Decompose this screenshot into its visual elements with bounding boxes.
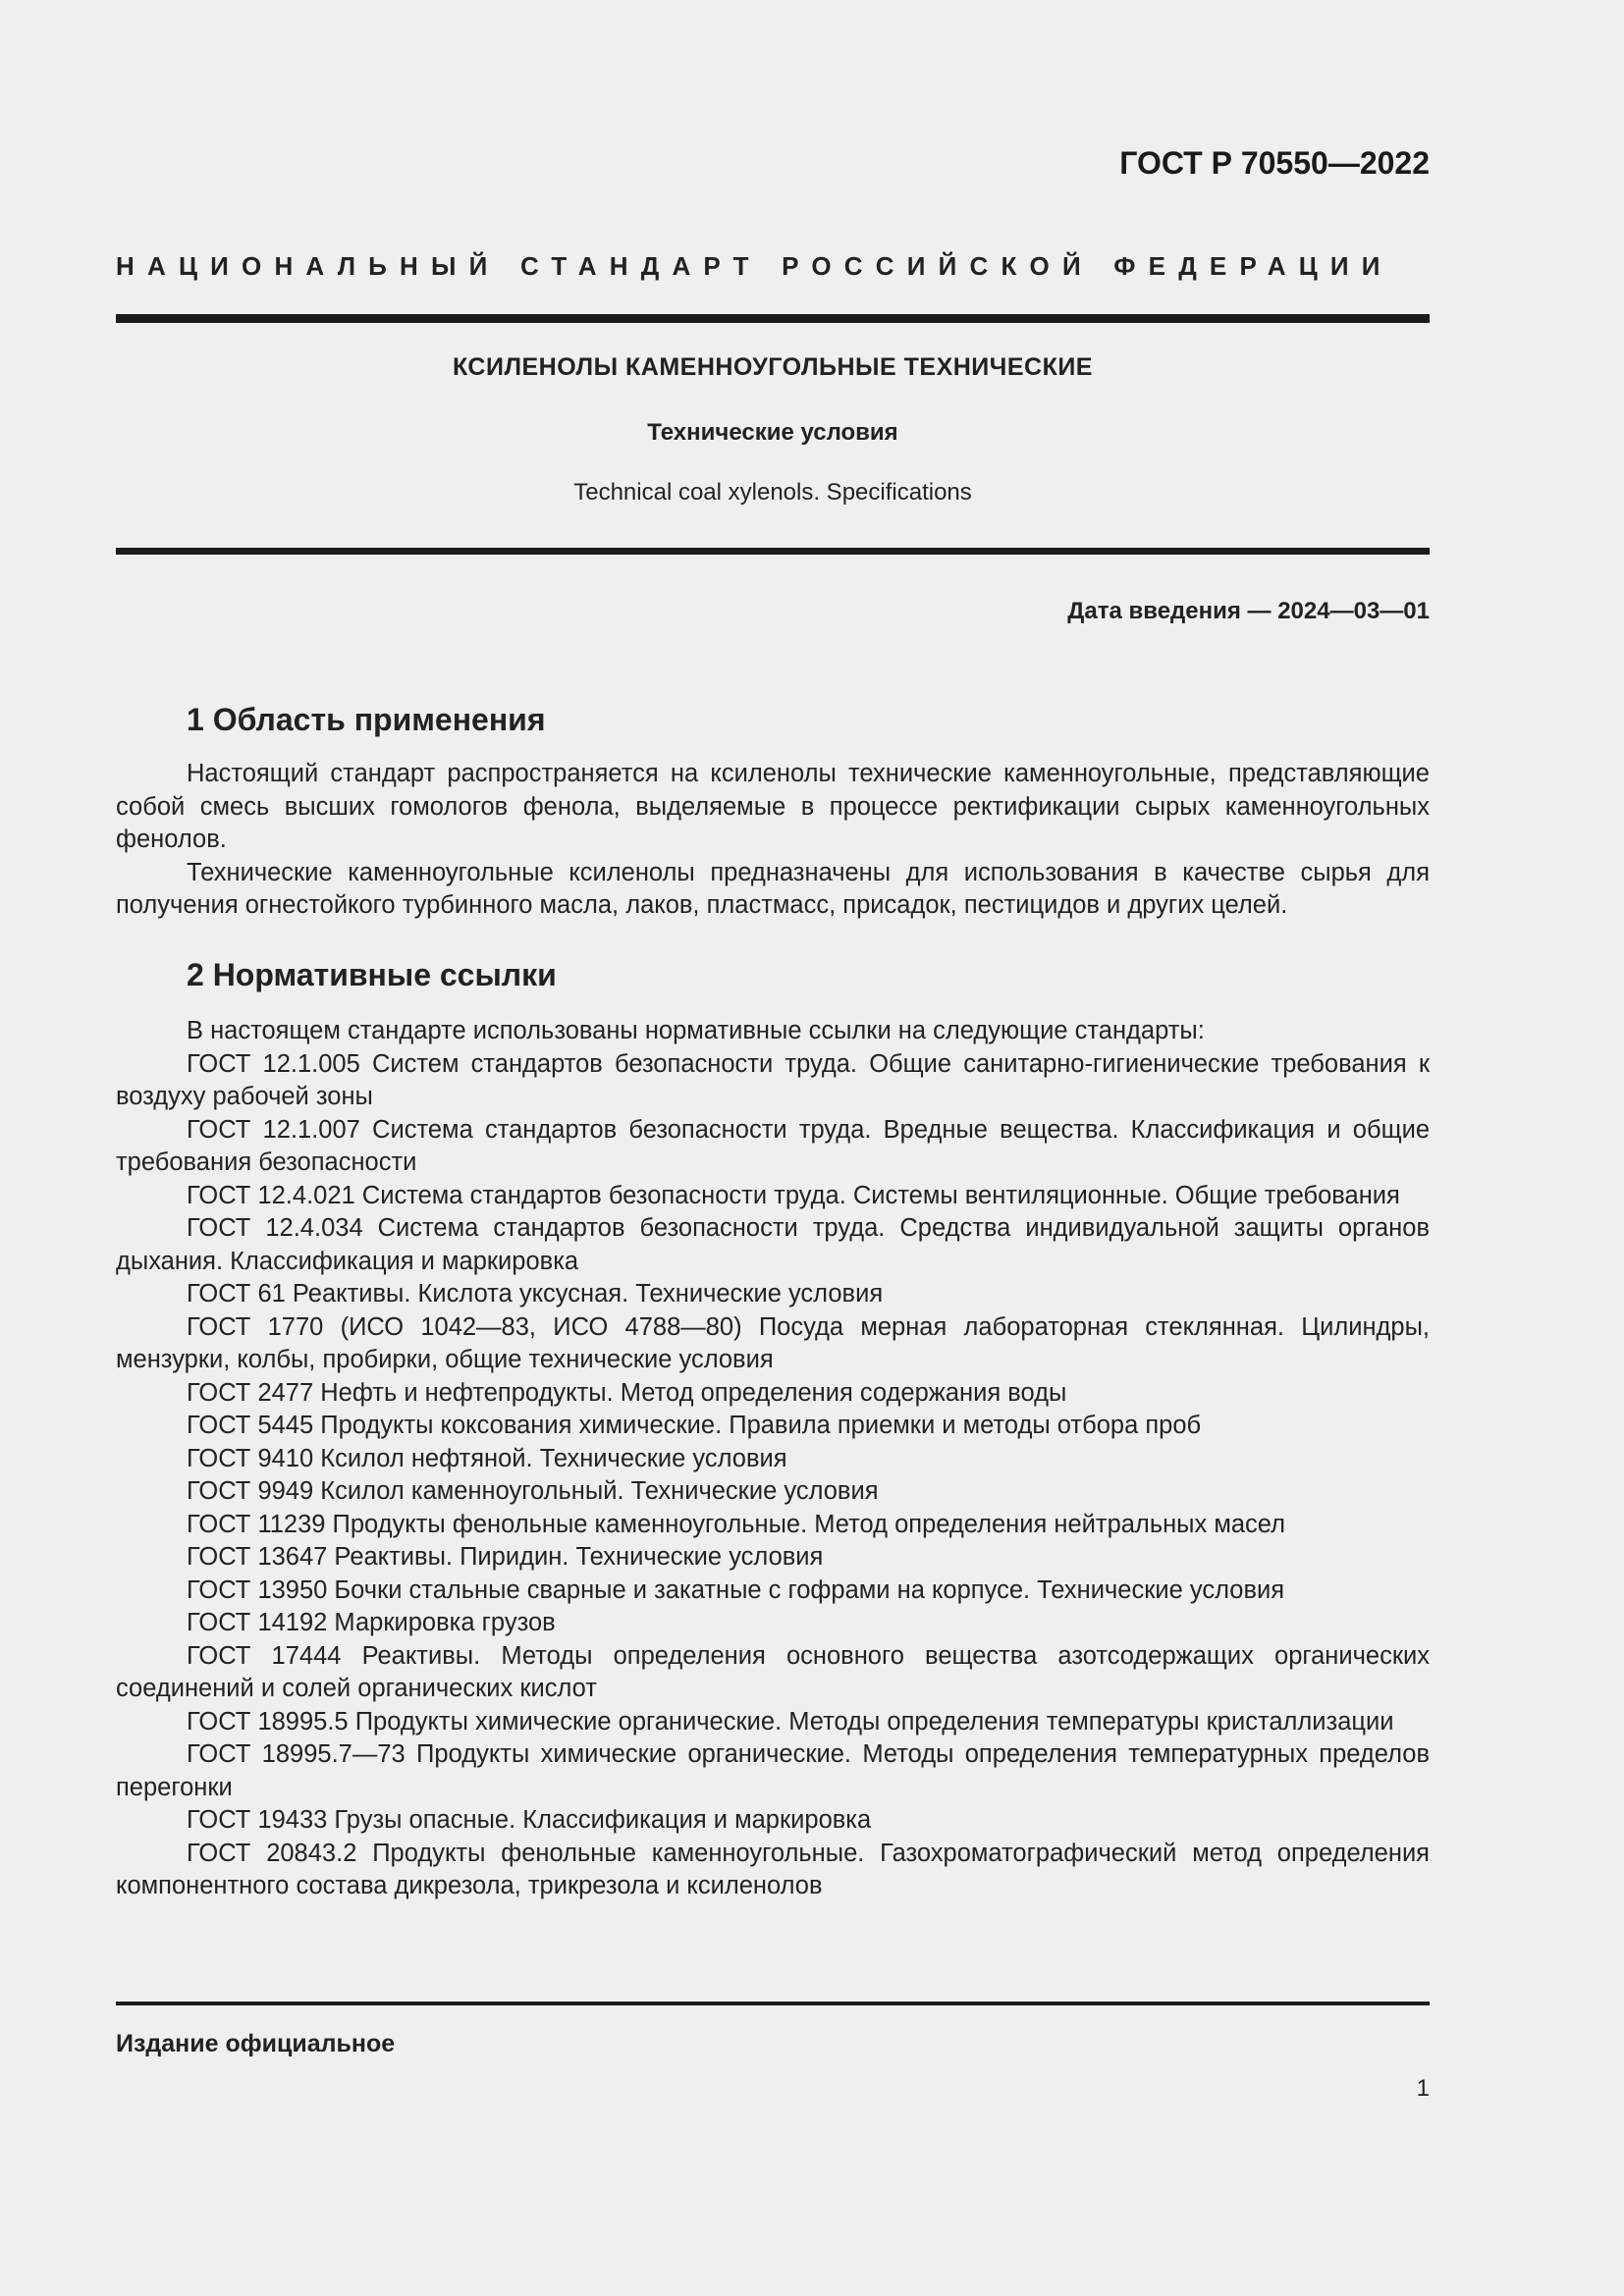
reference-item: ГОСТ 2477 Нефть и нефтепродукты. Метод определения содержания воды bbox=[187, 1378, 1067, 1407]
reference-item: ГОСТ 61 Реактивы. Кислота уксусная. Технические условия bbox=[187, 1280, 884, 1308]
footer-rule bbox=[116, 2002, 1430, 2005]
reference-item: ГОСТ 12.1.005 Систем стандартов безопасности труда. Общие санитарно-гигиенические требования к воздуху рабочей зоны bbox=[116, 1049, 1430, 1110]
reference-item: ГОСТ 12.1.007 Система стандартов безопасности труда. Вредные вещества. Классификация и общие требования безопасности bbox=[116, 1115, 1430, 1176]
official-edition-label: Издание официальное bbox=[116, 2030, 396, 2057]
reference-item: ГОСТ 9949 Ксилол каменноугольный. Технические условия bbox=[187, 1477, 879, 1505]
standard-english-title: Technical coal xylenols. Specifications bbox=[573, 479, 972, 506]
reference-item: ГОСТ 5445 Продукты коксования химические. Правила приемки и методы отбора проб bbox=[187, 1412, 1202, 1439]
title-bottom-rule bbox=[116, 548, 1430, 555]
introduction-date: Дата введения — 2024—03—01 bbox=[1067, 598, 1430, 624]
section-1-body bbox=[116, 758, 1430, 923]
section-2-body bbox=[116, 1015, 1430, 1903]
section-1-heading: 1 Область применения bbox=[187, 702, 546, 737]
page-number: 1 bbox=[1416, 2075, 1430, 2102]
reference-item: ГОСТ 12.4.034 Система стандартов безопасности труда. Средства индивидуальной защиты органов дыхания. Классификация и маркировка bbox=[116, 1214, 1430, 1275]
document-number: ГОСТ Р 70550—2022 bbox=[1119, 145, 1430, 181]
standard-subtitle: Технические условия bbox=[647, 419, 898, 446]
reference-item: ГОСТ 18995.5 Продукты химические органические. Методы определения температуры кристаллизации bbox=[187, 1707, 1394, 1735]
top-rule bbox=[116, 314, 1430, 323]
reference-item: ГОСТ 18995.7—73 Продукты химические органические. Методы определения температурных пределов перегонки bbox=[116, 1740, 1430, 1801]
section-1-paragraph: Технические каменноугольные ксиленолы предназначены для использования в качестве сырья для получения огнестойкого турбинного масла, лаков, пластмасс, присадок, пестицидов и других целей. bbox=[116, 858, 1430, 919]
standard-title: КСИЛЕНОЛЫ КАМЕННОУГОЛЬНЫЕ ТЕХНИЧЕСКИЕ bbox=[453, 353, 1093, 381]
reference-item: ГОСТ 14192 Маркировка грузов bbox=[187, 1609, 556, 1636]
reference-item: ГОСТ 13950 Бочки стальные сварные и закатные с гофрами на корпусе. Технические условия bbox=[187, 1575, 1285, 1604]
section-1-paragraph: Настоящий стандарт распространяется на ксиленолы технические каменноугольные, представляющие собой смесь высших гомологов фенола, выделяемые в процессе ректификации сырых каменноугольных фенолов. bbox=[116, 760, 1430, 853]
reference-item: ГОСТ 20843.2 Продукты фенольные каменноугольные. Газохроматографический метод определения компонентного состава дикрезола, трикрезола и ксиленолов bbox=[116, 1839, 1430, 1899]
document-page bbox=[116, 0, 1430, 2296]
reference-item: ГОСТ 12.4.021 Система стандартов безопасности труда. Системы вентиляционные. Общие требования bbox=[187, 1181, 1400, 1209]
section-2-heading: 2 Нормативные ссылки bbox=[187, 957, 557, 992]
reference-item: ГОСТ 9410 Ксилол нефтяной. Технические условия bbox=[187, 1444, 787, 1472]
reference-item: ГОСТ 19433 Грузы опасные. Классификация и маркировка bbox=[187, 1806, 872, 1834]
reference-item: ГОСТ 1770 (ИСО 1042—83, ИСО 4788—80) Посуда мерная лабораторная стеклянная. Цилиндры, мензурки, колбы, пробирки, общие технические условия bbox=[116, 1312, 1430, 1373]
section-2-intro: В настоящем стандарте использованы нормативные ссылки на следующие стандарты: bbox=[187, 1017, 1205, 1044]
reference-item: ГОСТ 11239 Продукты фенольные каменноугольные. Метод определения нейтральных масел bbox=[187, 1510, 1286, 1538]
reference-item: ГОСТ 17444 Реактивы. Методы определения основного вещества азотсодержащих органических соединений и солей органических кислот bbox=[116, 1641, 1430, 1702]
national-standard-title: НАЦИОНАЛЬНЫЙ СТАНДАРТ РОССИЙСКОЙ ФЕДЕРАЦИИ bbox=[116, 251, 1393, 281]
reference-item: ГОСТ 13647 Реактивы. Пиридин. Технические условия bbox=[187, 1543, 824, 1571]
